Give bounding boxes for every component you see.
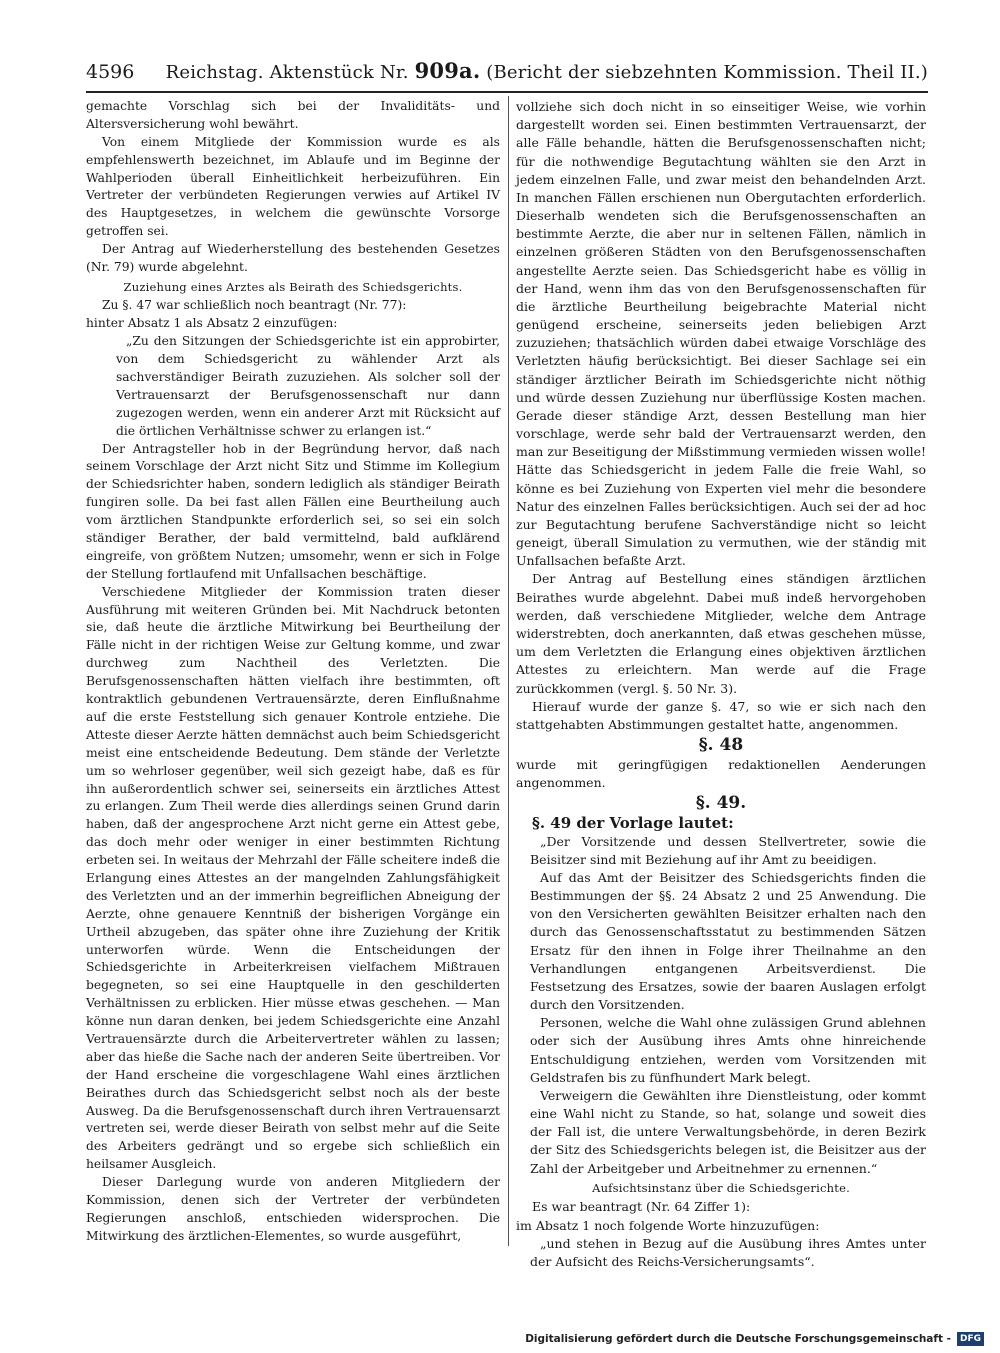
paragraph: Der Antragsteller hob in der Begründung hervor, daß nach seinem Vorschlage der Arzt nicht Sitz und Stimme im Kollegium der Schiedsrichter haben, sondern lediglich als ständiger Beirath fungiren solle. Da bei fast allen Fällen eine Beurtheilung auch vom ärztlichen Standpunkte erforderlich sei, so sei ein solch ständiger Berather, der bald vermittelnd, bald aufklärend eingreife, von größtem Nutzen; umsomehr, wenn er sich in Folge der Stellung fortlaufend mit Unfallsachen beschäftige. [86,441,500,581]
paragraph: hinter Absatz 1 als Absatz 2 einzufügen: [86,316,338,331]
right-column [516,98,926,1271]
running-title [166,58,928,83]
paragraph: gemachte Vorschlag sich bei der Invaliditäts- und Altersversicherung wohl bewährt. [86,99,500,131]
paragraph: wurde mit geringfügigen redaktionellen Aenderungen angenommen. [516,757,926,791]
dfg-logo: DFG [957,1332,984,1346]
paragraph: Zu §. 47 war schließlich noch beantragt (Nr. 77): [102,298,407,313]
quoted-text: „und stehen in Bezug auf die Ausübung ihres Amtes unter der Aufsicht des Reichs-Versicherungsamts“. [530,1235,926,1269]
header-rule [86,91,928,93]
footer-credit [525,1331,984,1347]
quoted-text: Verweigern die Gewählten ihre Dienstleistung, oder kommt eine Wahl nicht zu Stande, so hat, solange und soweit dies der Fall ist, die untere Verwaltungsbehörde, in deren Bezirk der Sitz des Schiedsgerichts belegen ist, die Beisitzer aus der Zahl der Arbeitgeber und Arbeitnehmer zu ernennen.“ [530,1087,926,1176]
paragraph: Der Antrag auf Bestellung eines ständigen ärztlichen Beirathes wurde abgelehnt. Dabei muß indeß hervorgehoben werden, daß verschiedene Mitglieder, welche dem Antrage widerstrebten, doch anerkannten, daß etwas geschehen müsse, um dem Verletzten die Erlangung eines objektiven ärztlichen Attestes zu erleichtern. Man werde auf die Frage zurückkommen (vergl. §. 50 Nr. 3). [516,571,926,696]
paragraph: Der Antrag auf Wiederherstellung des bestehenden Gesetzes (Nr. 79) wurde abgelehnt. [86,242,500,275]
section-subheading: Aufsichtsinstanz über die Schiedsgerichte. [592,1180,850,1195]
left-column [86,98,500,1246]
quoted-text: Personen, welche die Wahl ohne zulässigen Grund ablehnen oder sich der Ausübung ihres Amts ohne hinreichende Entschuldigung entziehen, werden vom Vorsitzenden mit Geldstrafen bis zu fünfhundert Mark belegt. [530,1015,926,1085]
quoted-text: Auf das Amt der Beisitzer des Schiedsgerichts finden die Bestimmungen der §§. 24 Absatz 2 und 25 Anwendung. Die von den Versicherten gewählten Beisitzer erhalten nach den durch das Genossenschaftsstatut zu bestimmenden Sätzen Ersatz für den ihnen in Folge ihrer Theilnahme an den Verhandlungen entgangenen Arbeitsverdienst. Die Festsetzung des Ersatzes, sowie der baaren Auslagen erfolgt durch den Vorsitzenden. [530,869,926,1013]
running-title-pre: Reichstag. Aktenstück Nr. [165,62,409,83]
running-title-post: (Bericht der siebzehnten Kommission. Theil II.) [486,62,928,83]
paragraph: Dieser Darlegung wurde von anderen Mitgliedern der Kommission, denen sich der Vertreter der verbündeten Regierungen anschloß, entschieden widersprochen. Die Mitwirkung des ärztlichen-Elementes, so wurde ausgeführt, [86,1175,500,1243]
quoted-text: „Der Vorsitzende und dessen Stellvertreter, sowie die Beisitzer sind mit Beziehung auf ihr Amt zu beeidigen. [530,833,926,867]
page-number: 4596 [86,61,135,83]
paragraph: vollziehe sich doch nicht in so einseitiger Weise, wie vorhin dargestellt worden sei. Einen bestimmten Vertrauensarzt, der alle Fälle behandle, hätten die Berufsgenossenschaften nicht; für die nothwendige Begutachtung wählten sie den Arzt in jedem einzelnen Falle, und zwar meist den behandelnden Arzt. In manchen Fällen erschienen nun Obergutachten erforderlich. Dieserhalb wendeten sich die Berufsgenossenschaften an bestimmte Aerzte, die aber nur in seltenen Fällen, nämlich in einzelnen größeren Städten von den Berufsgenossenschaften angestellte Aerzte seien. Das Schiedsgericht habe es völlig in der Hand, wenn ihm das von den Berufsgenossenschaften für die ärztliche Beurtheilung beigebrachte Material nicht genügend erscheine, seinerseits jeden beliebigen Arzt zuzuziehen; thatsächlich würden dabei etwaige Vorschläge des Verletzten häufig berücksichtigt. Bei dieser Sachlage sei ein ständiger ärztlicher Beirath im Schiedsgerichte nicht nöthig und würde dessen Zuziehung nur überflüssige Kosten machen. Gerade dieser ständige Arzt, dessen Bestellung man hier vorschlage, werde sehr bald der Vertrauensarzt werden, den man zur Beseitigung der Mißstimmung vermieden wissen wolle! Hätte das Schiedsgericht in jedem Falle die freie Wahl, so könne es bei Zuziehung von Experten viel mehr die besondere Natur des einzelnen Falles berücksichtigen. Auch sei der ad hoc zur Begutachtung berufene Sachverständige nicht so leicht geneigt, überall Simulation zu vermuthen, wie der ständig mit Unfallsachen befaßte Arzt. [516,99,926,569]
paragraph: Verschiedene Mitglieder der Kommission traten dieser Ausführung mit weiteren Gründen bei. Mit Nachdruck betonten sie, daß heute die ärztliche Mitwirkung bei Beurtheilung der Fälle nicht in der richtigen Weise zur Geltung komme, und zwar durchweg zum Nachtheil des Verletzten. Die Berufsgenossenschaften hätten vielfach ihre bestimmten, oft kontraktlich gebundenen Vertrauensärzte, deren Einflußnahme auf die erste Feststellung sich genauer Kontrole entziehe. Die Atteste dieser Aerzte hätten demnächst auch beim Schiedsgericht meist eine entscheidende Bedeutung. Dem stände der Verletzte um so wehrloser gegenüber, weil sich gezeigt habe, daß es für ihn außerordentlich schwer sei, seinerseits ein ärztliches Attest zu erlangen. Zum Theil werde dies allerdings seinen Grund darin haben, daß der angesprochene Arzt nicht gerne ein Attest gebe, das doch mehr oder weniger in einer bestimmten Richtung erbeten sei. In weitaus der Mehrzahl der Fälle scheitere indeß die Erlangung eines Attestes an der mangelnden Zahlungsfähigkeit des Verletzten und an der immerhin begreiflichen Abneigung der Aerzte, ohne genauere Kenntniß der bisherigen Vorgänge ein Urtheil abzugeben, das später ohne ihre Zuziehung der Kritik unterworfen würde. Wenn die Entscheidungen der Schiedsgerichte in Arbeiterkreisen vielfachem Mißtrauen begegneten, so sei eine Hauptquelle in den geschilderten Verhältnissen zu erblicken. Hier müsse etwas geschehen. — Man könne nun daran denken, bei jedem Schiedsgerichte eine Anzahl Vertrauensärzte durch die Arbeitervertreter wählen zu lassen; aber das hieße die Sache nach der anderen Seite übertreiben. Vor der Hand erscheine die vorgeschlagene Wahl eines ärztlichen Beirathes durch das Schiedsgericht selbst noch als der beste Ausweg. Da die Berufsgenossenschaft durch ihren Vertrauensarzt vertreten sei, werde dieser Beirath von selbst mehr auf die Seite des Arbeiters gedrängt und so ergebe sich schließlich ein heilsamer Ausgleich. [86,584,500,1172]
running-title-number: 909a. [414,58,481,83]
section-subheading: Zuziehung eines Arztes als Beirath des Schiedsgerichts. [123,279,463,294]
page-header [86,58,928,86]
quoted-motion: „Zu den Sitzungen der Schiedsgerichte ist ein approbirter, von dem Schiedsgericht zu wählender Arzt als sachverständiger Beirath zuzuziehen. Als solcher soll der Vertrauensarzt der Berufsgenossenschaft nur dann zugezogen werden, wenn ein anderer Arzt mit Rücksicht auf die örtlichen Verhältnisse schwer zu erlangen ist.“ [116,334,500,438]
paragraph: Hierauf wurde der ganze §. 47, so wie er sich nach den stattgehabten Abstimmungen gestaltet hatte, angenommen. [516,698,926,732]
footer-text: Digitalisierung gefördert durch die Deutsche Forschungsgemeinschaft - [525,1333,951,1345]
section-heading-49: §. 49. [695,793,747,814]
section-intro: §. 49 der Vorlage lautet: [532,814,734,833]
section-heading-48: §. 48 [698,735,744,756]
paragraph: Es war beantragt (Nr. 64 Ziffer 1): [532,1199,751,1215]
paragraph: Von einem Mitgliede der Kommission wurde es als empfehlenswerth bezeichnet, im Ablaufe und im Beginne der Wahlperioden überall Einheitlichkeit herbeizuführen. Ein Vertreter der verbündeten Regierungen verwies auf Artikel IV des Hauptgesetzes, in welchem die gewünschte Vorsorge getroffen sei. [86,134,500,239]
column-divider [508,96,509,1246]
paragraph: im Absatz 1 noch folgende Worte hinzuzufügen: [516,1217,820,1233]
